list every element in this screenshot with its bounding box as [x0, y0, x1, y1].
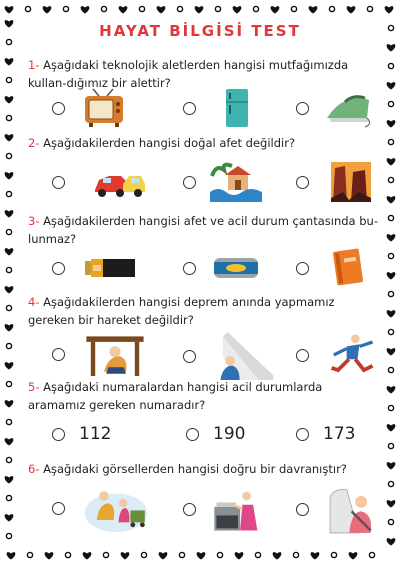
border-heart-icon	[387, 310, 396, 317]
border-heart-icon	[5, 400, 14, 407]
radio-button[interactable]	[296, 349, 309, 362]
border-heart-icon	[43, 6, 52, 13]
border-ring-icon	[103, 552, 108, 557]
border-ring-icon	[141, 552, 146, 557]
border-heart-icon	[5, 324, 14, 331]
radio-button[interactable]	[183, 262, 196, 275]
border-ring-icon	[6, 457, 11, 462]
border-heart-icon	[273, 552, 282, 559]
border-heart-icon	[233, 6, 242, 13]
option-1b[interactable]	[183, 88, 262, 128]
border-ring-icon	[25, 6, 30, 11]
border-ring-icon	[6, 39, 11, 44]
border-ring-icon	[329, 6, 334, 11]
option-2c[interactable]	[296, 162, 375, 202]
border-ring-icon	[253, 6, 258, 11]
book-icon	[323, 248, 375, 288]
border-ring-icon	[388, 405, 393, 410]
question-number: 5-	[28, 380, 40, 394]
border-heart-icon	[5, 58, 14, 65]
option-5a[interactable]	[52, 424, 111, 444]
border-ring-icon	[27, 552, 32, 557]
border-heart-icon	[5, 210, 14, 217]
border-ring-icon	[217, 552, 222, 557]
wall-crouch-icon	[210, 332, 274, 380]
option-4a[interactable]	[52, 332, 151, 376]
border-ring-icon	[388, 215, 393, 220]
question-6	[28, 460, 382, 478]
border-heart-icon	[83, 552, 92, 559]
border-ring-icon	[215, 6, 220, 11]
options-4	[0, 332, 400, 372]
question-number: 1-	[28, 58, 40, 72]
border-heart-icon	[385, 6, 394, 13]
border-heart-icon	[309, 6, 318, 13]
option-6b[interactable]	[183, 484, 266, 534]
question-text: Aşağıdaki numaralardan hangisi acil durumlarda aramamız gereken numaradır?	[28, 380, 323, 412]
option-6a[interactable]	[52, 484, 153, 532]
radio-button[interactable]	[52, 102, 65, 115]
border-ring-icon	[331, 552, 336, 557]
tv-icon	[79, 88, 131, 128]
radio-button[interactable]	[52, 502, 65, 515]
border-ring-icon	[367, 6, 372, 11]
border-ring-icon	[6, 229, 11, 234]
border-heart-icon	[45, 552, 54, 559]
radio-button[interactable]	[52, 262, 65, 275]
option-2a[interactable]	[52, 162, 159, 202]
radio-button[interactable]	[186, 428, 199, 441]
option-4c[interactable]	[296, 332, 379, 378]
border-ring-icon	[369, 552, 374, 557]
option-6c[interactable]	[296, 484, 385, 534]
option-label: 173	[323, 424, 356, 444]
border-ring-icon	[63, 6, 68, 11]
option-4b[interactable]	[183, 332, 274, 380]
options-1	[0, 88, 400, 128]
option-1a[interactable]	[52, 88, 131, 128]
radio-button[interactable]	[183, 102, 196, 115]
border-ring-icon	[177, 6, 182, 11]
border-ring-icon	[255, 552, 260, 557]
shopping-family-icon	[79, 484, 153, 532]
options-3	[0, 248, 400, 288]
radio-button[interactable]	[296, 102, 309, 115]
running-man-icon	[323, 332, 379, 378]
page-title: HAYAT BİLGİSİ TEST	[99, 22, 301, 40]
border-ring-icon	[6, 305, 11, 310]
border-ring-icon	[179, 552, 184, 557]
question-text: Aşağıdaki görsellerden hangisi doğru bir davranıştır?	[43, 462, 347, 476]
border-ring-icon	[6, 77, 11, 82]
border-heart-icon	[387, 386, 396, 393]
radio-button[interactable]	[52, 176, 65, 189]
question-number: 3-	[28, 214, 40, 228]
options-5	[0, 416, 400, 456]
radio-button[interactable]	[183, 176, 196, 189]
border-heart-icon	[311, 552, 320, 559]
border-ring-icon	[6, 533, 11, 538]
radio-button[interactable]	[183, 350, 196, 363]
question-5	[28, 378, 382, 414]
border-heart-icon	[347, 6, 356, 13]
table-cover-icon	[79, 332, 151, 376]
radio-button[interactable]	[183, 503, 196, 516]
options-6	[0, 484, 400, 524]
option-label: 112	[79, 424, 112, 444]
question-4	[28, 293, 382, 329]
option-3a[interactable]	[52, 248, 139, 288]
border-ring-icon	[388, 139, 393, 144]
question-text: Aşağıdakilerden hangisi deprem anında yapmamız gereken bir hareket değildir?	[28, 295, 335, 327]
earthquake-icon	[323, 162, 375, 202]
radio-button[interactable]	[296, 503, 309, 516]
car-crash-icon	[79, 162, 159, 202]
iron-icon	[323, 88, 375, 128]
border-heart-icon	[235, 552, 244, 559]
option-3c[interactable]	[296, 248, 375, 288]
options-2	[0, 162, 400, 202]
border-heart-icon	[5, 6, 14, 13]
border-ring-icon	[65, 552, 70, 557]
border-heart-icon	[349, 552, 358, 559]
radio-button[interactable]	[296, 176, 309, 189]
border-heart-icon	[81, 6, 90, 13]
question-text: Aşağıdakilerden hangisi afet ve acil durum çantasında bu-lunmaz?	[28, 214, 378, 246]
border-heart-icon	[7, 552, 16, 559]
border-ring-icon	[139, 6, 144, 11]
battery-icon	[79, 248, 139, 288]
border-heart-icon	[5, 476, 14, 483]
border-ring-icon	[388, 291, 393, 296]
border-heart-icon	[197, 552, 206, 559]
option-3b[interactable]	[183, 248, 262, 288]
border-heart-icon	[195, 6, 204, 13]
question-2	[28, 134, 382, 152]
border-heart-icon	[159, 552, 168, 559]
radio-button[interactable]	[296, 262, 309, 275]
option-2b[interactable]	[183, 162, 262, 202]
question-number: 2-	[28, 136, 40, 150]
border-heart-icon	[387, 44, 396, 51]
border-ring-icon	[291, 6, 296, 11]
border-heart-icon	[271, 6, 280, 13]
border-ring-icon	[293, 552, 298, 557]
radio-button[interactable]	[296, 428, 309, 441]
question-text: Aşağıdakilerden hangisi doğal afet değildir?	[43, 136, 296, 150]
canned-food-icon	[210, 248, 262, 288]
question-number: 4-	[28, 295, 40, 309]
border-heart-icon	[387, 462, 396, 469]
child-stove-icon	[210, 484, 266, 534]
question-3	[28, 212, 382, 248]
border-heart-icon	[119, 6, 128, 13]
option-label: 190	[213, 424, 246, 444]
border-heart-icon	[387, 234, 396, 241]
question-number: 6-	[28, 462, 40, 476]
question-text: Aşağıdaki teknolojik aletlerden hangisi mutfağımızda kullan-dığımız bir alettir?	[28, 58, 349, 90]
border-heart-icon	[387, 538, 396, 545]
border-heart-icon	[121, 552, 130, 559]
flood-icon	[210, 162, 262, 202]
option-5b[interactable]	[186, 424, 245, 444]
fridge-icon	[210, 88, 262, 128]
option-1c[interactable]	[296, 88, 375, 128]
option-5c[interactable]	[296, 424, 355, 444]
border-ring-icon	[6, 153, 11, 158]
border-heart-icon	[157, 6, 166, 13]
border-ring-icon	[101, 6, 106, 11]
question-1	[28, 56, 382, 92]
border-ring-icon	[6, 381, 11, 386]
border-ring-icon	[388, 63, 393, 68]
radio-button[interactable]	[52, 348, 65, 361]
border-heart-icon	[5, 134, 14, 141]
radio-button[interactable]	[52, 428, 65, 441]
seatbelt-child-icon	[323, 484, 385, 534]
